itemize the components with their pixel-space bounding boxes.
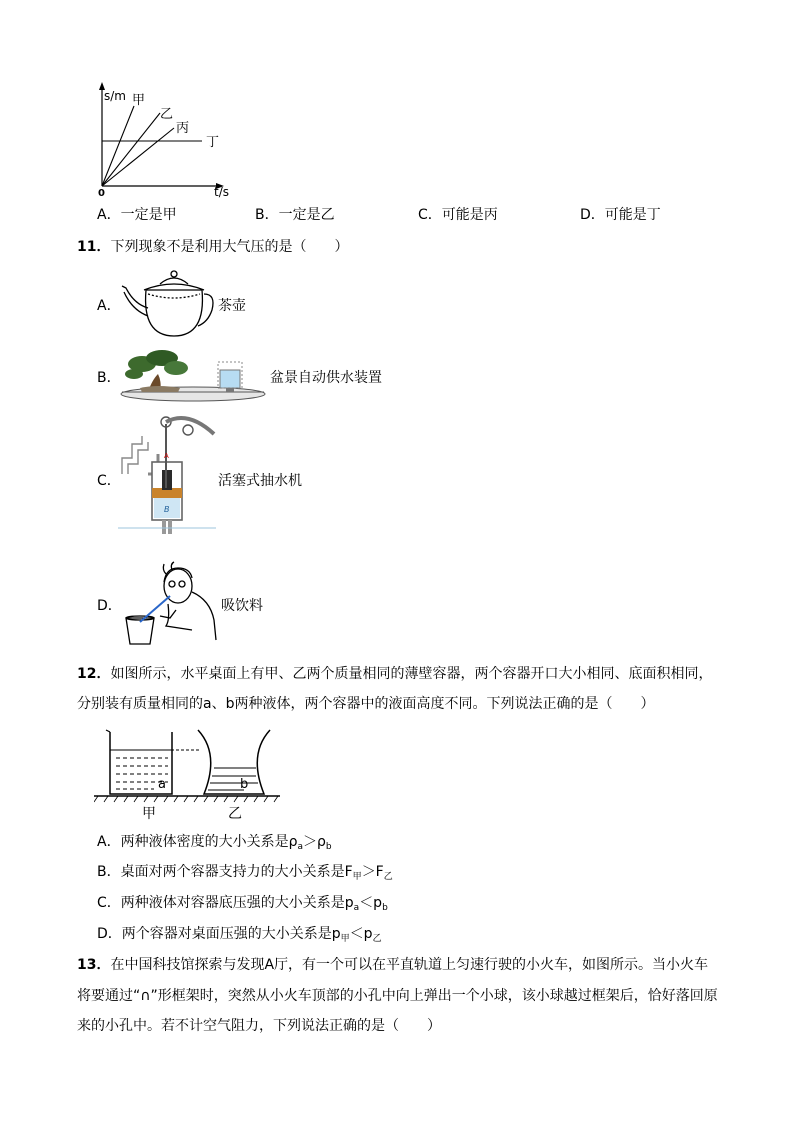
q12-option-b[interactable]: B．桌面对两个容器支持力的大小关系是$F_甲>F_乙$ [97,864,393,882]
q13-stem-line3: 来的小孔中。若不计空气阻力，下列说法正确的是（ ） [77,1018,441,1034]
q11-option-c-letter[interactable]: C． [97,473,121,489]
line-yi [102,113,160,186]
origin-label: 0 [98,188,105,199]
q12-option-a[interactable]: A．两种液体密度的大小关系是$\rho_a>\rho_b$ [97,834,332,852]
q10-option-a[interactable]: A．一定是甲 [97,207,177,223]
q13-stem-line1: 13．在中国科技馆探索与发现A厅，有一个可以在平直轨道上匀速行驶的小火车，如图所示。当小火车 [77,957,709,973]
s-t-graph [90,80,250,200]
q11-option-b-caption: 盆景自动供水装置 [270,370,382,386]
q11-stem: 11．下列现象不是利用大气压的是（ ） [77,239,349,255]
line-bing [102,128,174,186]
q11-option-c-caption: 活塞式抽水机 [218,473,302,489]
svg-text:乙: 乙 [228,806,242,822]
line-jia [102,106,134,186]
q10-option-d[interactable]: D．可能是丁 [580,207,661,223]
teapot-icon [118,264,216,340]
q11-option-b-letter[interactable]: B． [97,370,121,386]
q13-stem-line2: 将要通过“∩”形框架时，突然从小火车顶部的小孔中向上弹出一个小球，该小球越过框架后，恰好落回原 [77,988,718,1004]
y-axis-label: s/m [104,89,126,103]
x-axis-label: t/s [214,185,229,199]
q11-option-d-letter[interactable]: D． [97,598,122,614]
svg-text:甲: 甲 [142,806,156,822]
drinking-straw-icon [120,560,218,646]
q12-stem-line2: 分别装有质量相同的a、b两种液体，两个容器中的液面高度不同。下列说法正确的是（ ） [77,696,655,712]
svg-text:a: a [158,777,166,792]
bonsai-water-supply-icon [118,348,268,404]
label-ding: 丁 [206,135,220,150]
label-bing: 丙 [176,121,190,136]
containers-figure [94,724,280,824]
q11-option-a-letter[interactable]: A． [97,298,121,314]
q10-option-c[interactable]: C．可能是丙 [418,207,498,223]
q11-option-d-caption: 吸饮料 [221,598,263,614]
q10-option-b[interactable]: B．一定是乙 [255,207,335,223]
svg-text:A: A [164,452,169,460]
q12-stem-line1: 12．如图所示，水平桌面上有甲、乙两个质量相同的薄壁容器，两个容器开口大小相同、底面积相同， [77,666,713,682]
svg-text:b: b [240,777,249,792]
piston-pump-icon [118,414,216,536]
svg-text:B: B [164,505,170,514]
q12-option-d[interactable]: D．两个容器对桌面压强的大小关系是$p_甲<p_乙$ [97,926,382,944]
q12-option-c[interactable]: C．两种液体对容器底压强的大小关系是$p_a<p_b$ [97,895,388,913]
label-jia: 甲 [132,93,146,108]
q11-option-a-caption: 茶壶 [218,298,246,314]
label-yi: 乙 [160,107,174,122]
